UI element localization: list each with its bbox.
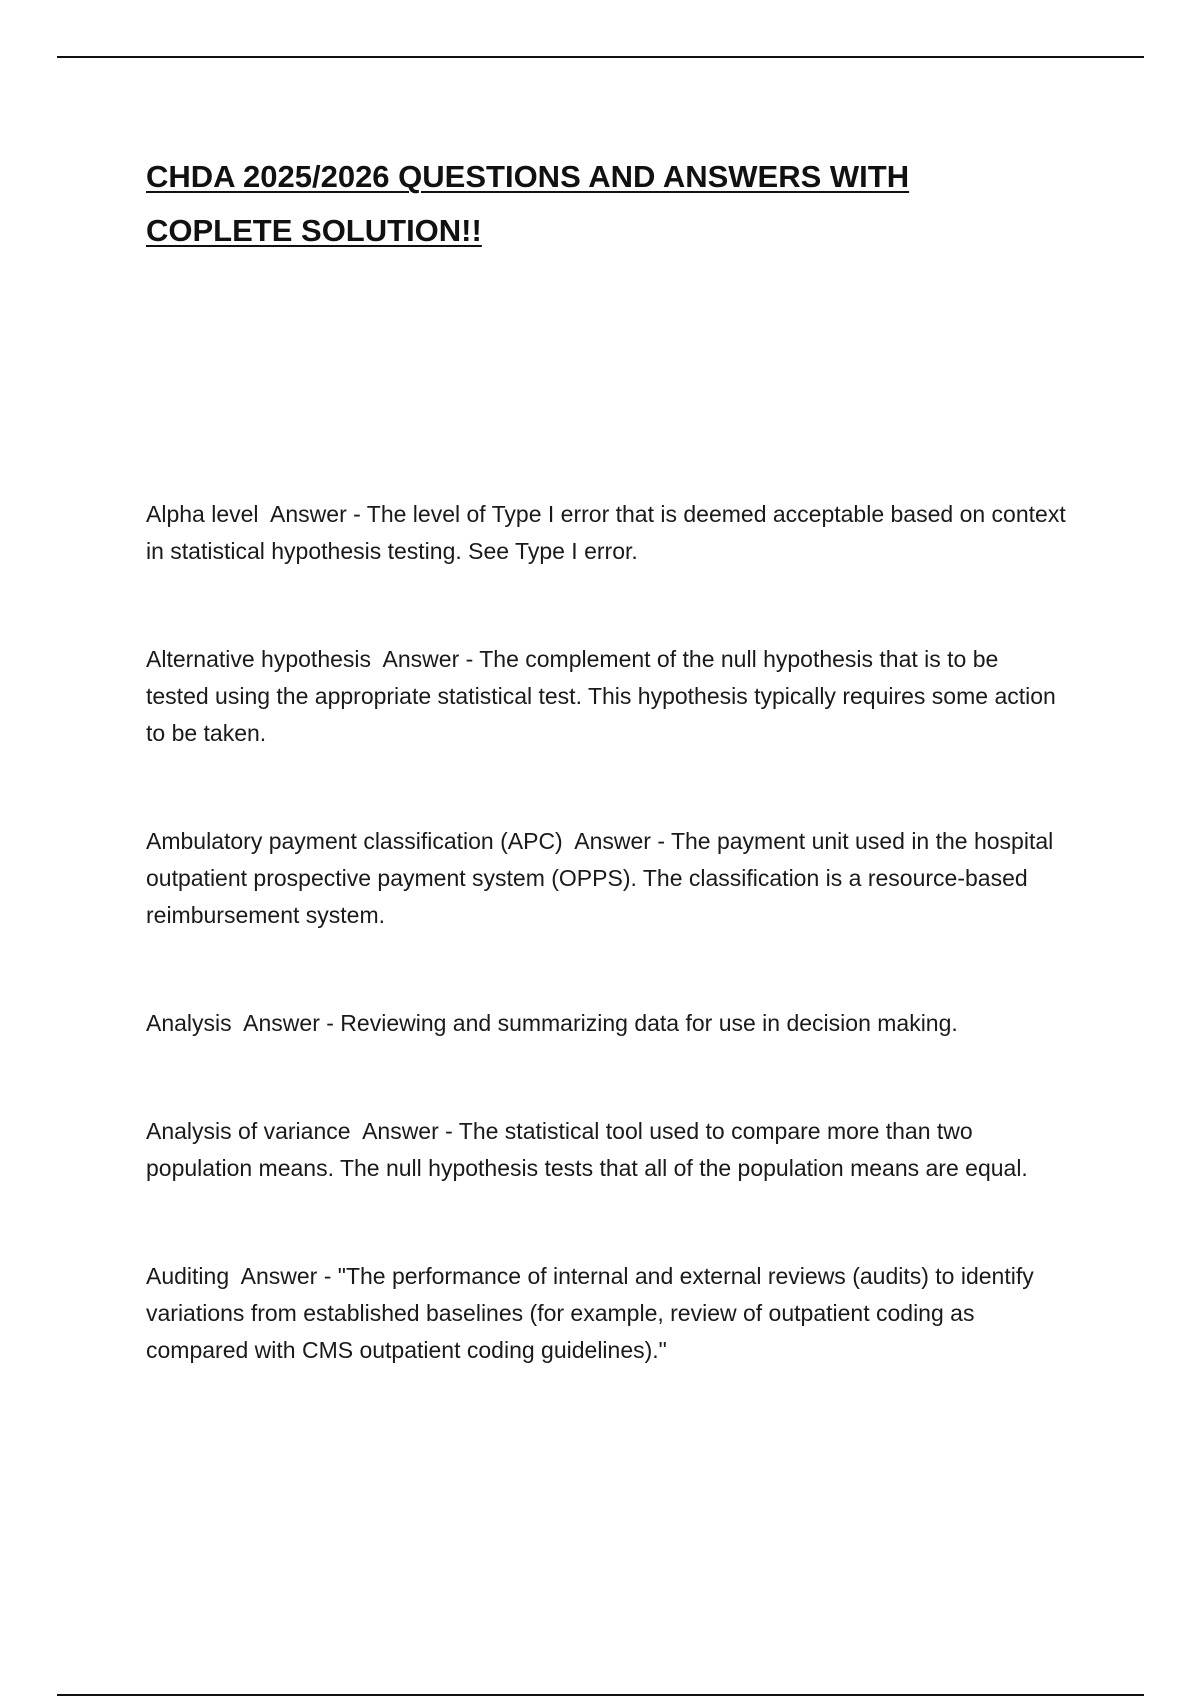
qa-term: Alternative hypothesis	[146, 646, 372, 672]
title-line-2: COPLETE SOLUTION!!	[146, 213, 482, 248]
qa-term: Analysis of variance	[146, 1118, 351, 1144]
qa-answer: Answer - "The performance of internal and external reviews (audits) to identify variations from established baselines (for example, review of outpatient coding as compared with CMS outpatient coding guidelines)."	[146, 1263, 1041, 1363]
qa-item-analysis	[146, 1005, 1066, 1042]
qa-term: Alpha level	[146, 501, 259, 527]
document-body	[146, 150, 1073, 1440]
qa-list	[146, 496, 1073, 1369]
qa-answer: Answer - The level of Type I error that is deemed acceptable based on context in statistical hypothesis testing. See Type I error.	[146, 501, 1073, 564]
qa-answer: Answer - Reviewing and summarizing data for use in decision making.	[243, 1010, 958, 1036]
qa-item-auditing	[146, 1258, 1066, 1369]
title-line-1: CHDA 2025/2026 QUESTIONS AND ANSWERS WITH	[146, 159, 910, 194]
qa-answer: Answer - The statistical tool used to compare more than two population means. The null hypothesis tests that all of the population means are equal.	[146, 1118, 1028, 1181]
qa-term: Auditing	[146, 1263, 230, 1289]
qa-item-alternative-hypothesis	[146, 641, 1066, 752]
qa-answer: Answer - The payment unit used in the hospital outpatient prospective payment system (OPPS). The classification is a resource-based reimbursement system.	[146, 828, 1060, 928]
qa-item-analysis-of-variance	[146, 1113, 1066, 1187]
qa-answer: Answer - The complement of the null hypothesis that is to be tested using the appropriate statistical test. This hypothesis typically requires some action to be taken.	[146, 646, 1063, 746]
qa-term: Analysis	[146, 1010, 232, 1036]
qa-item-ambulatory-payment-classification	[146, 823, 1066, 934]
qa-item-alpha-level	[146, 496, 1073, 570]
bottom-rule	[57, 1694, 1144, 1696]
qa-term: Ambulatory payment classification (APC)	[146, 828, 563, 854]
document-title	[146, 150, 1066, 258]
top-rule	[57, 56, 1144, 58]
